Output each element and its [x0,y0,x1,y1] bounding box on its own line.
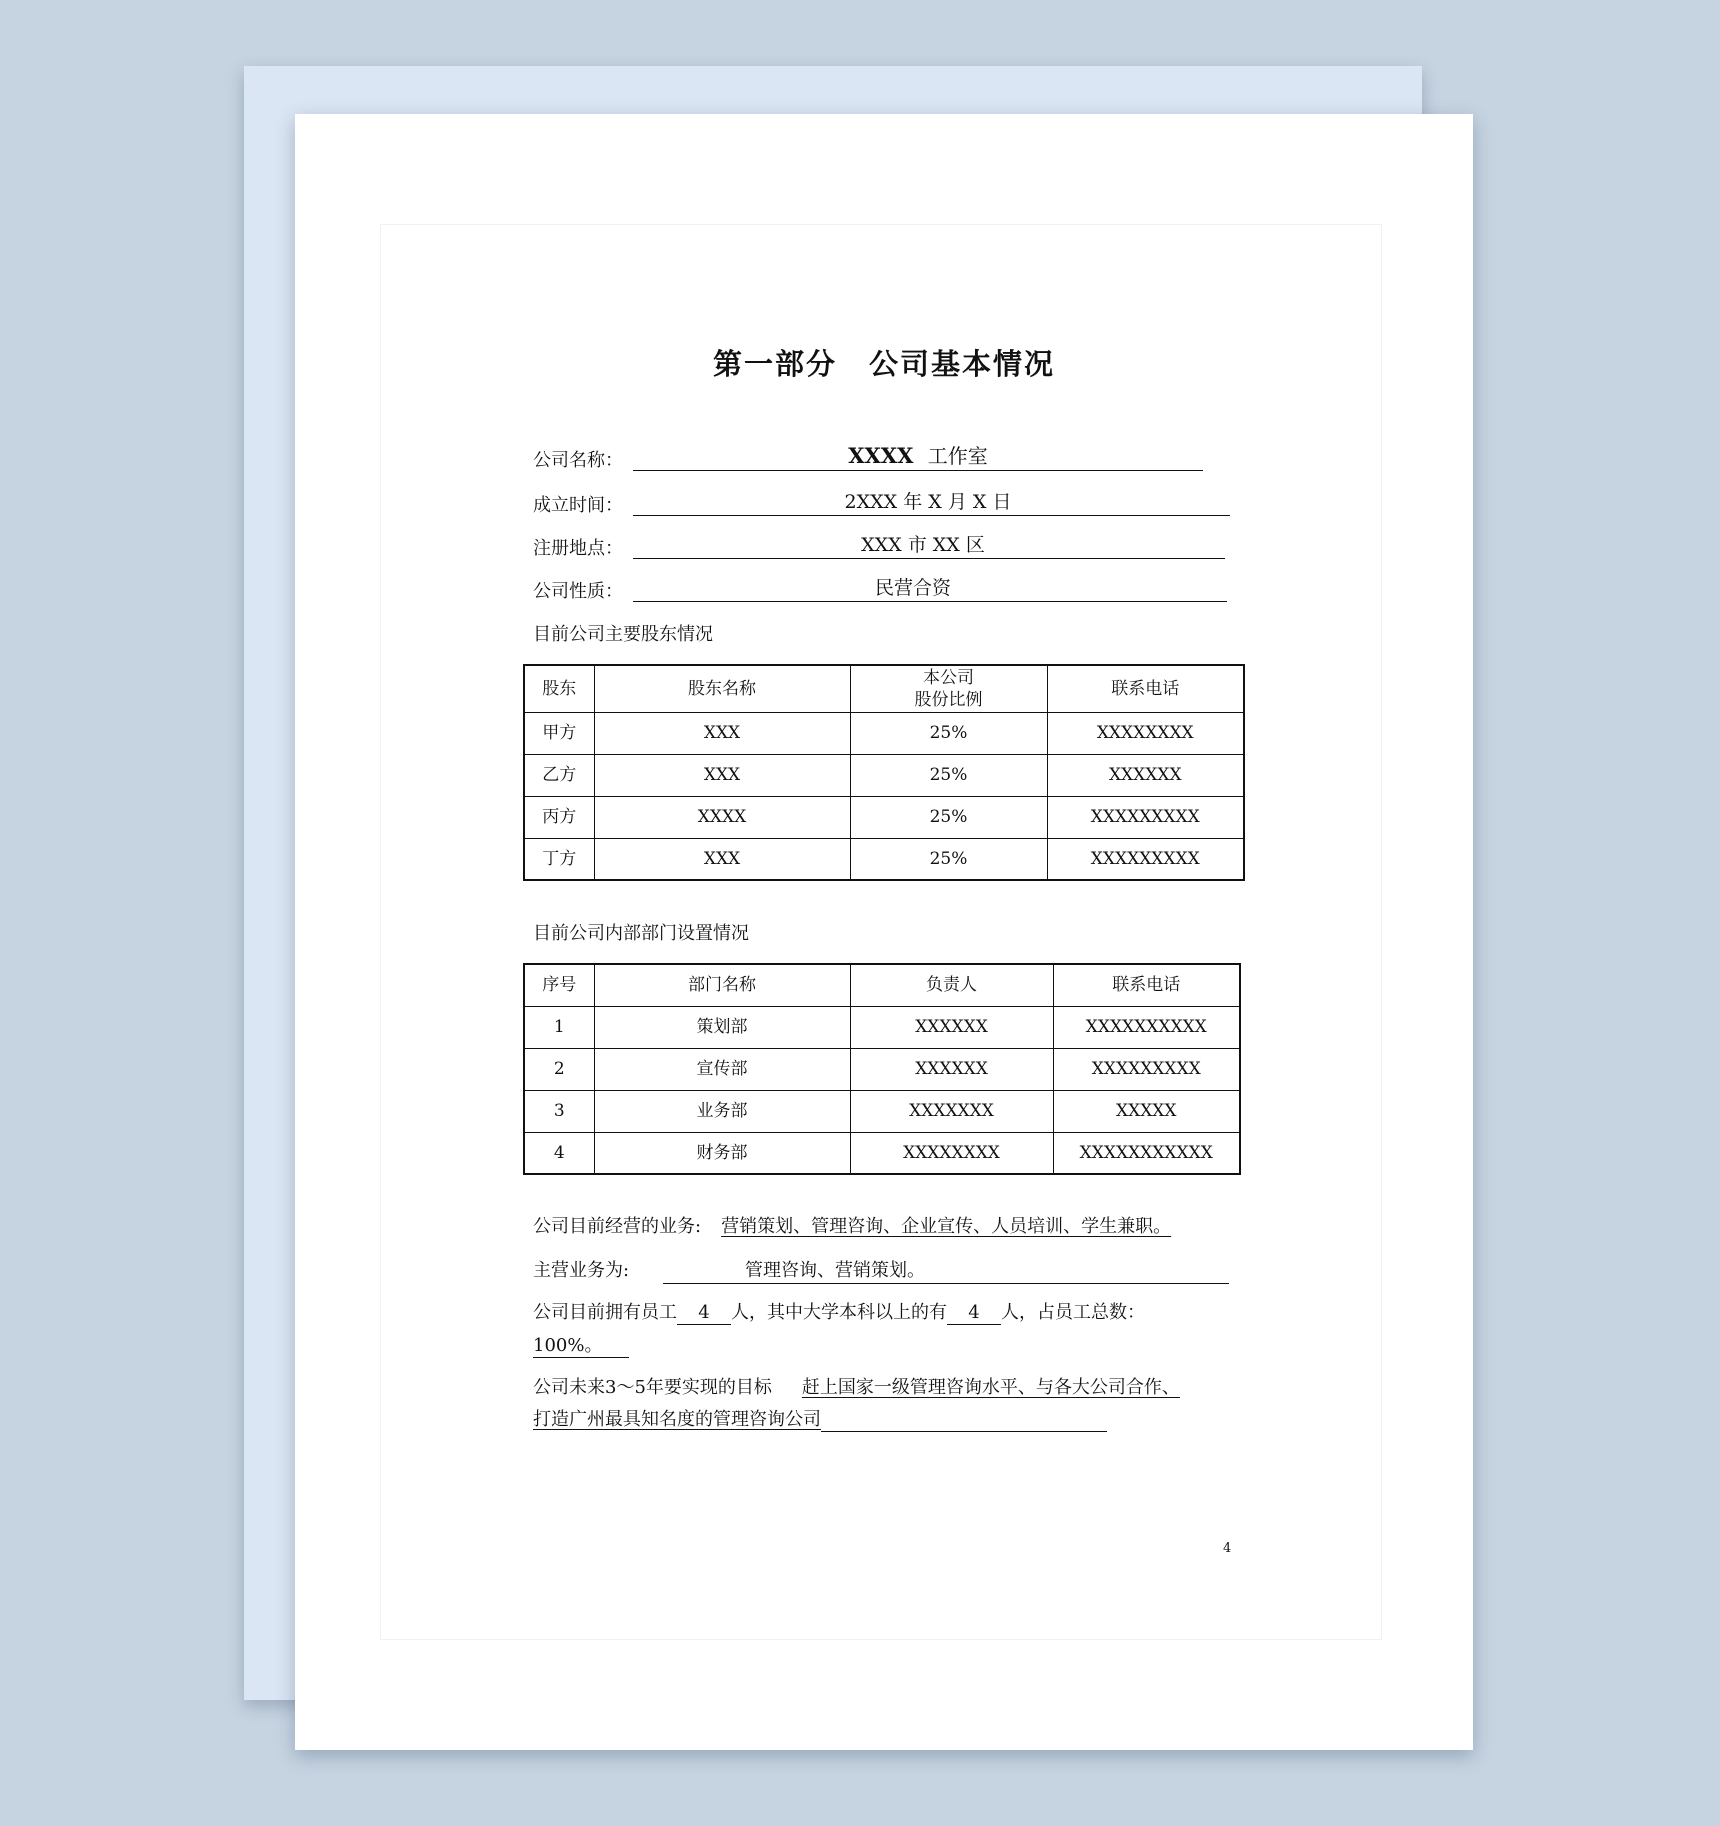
header-cell: 股东名称 [594,665,850,712]
main-business-value: 管理咨询、营销策划。 [745,1260,925,1281]
table-row [524,712,1244,754]
table-cell: XXX [594,754,850,796]
table-row [524,1006,1240,1048]
table-cell: 甲方 [524,712,594,754]
table-cell: 2 [524,1048,594,1090]
table-cell: XXXXX [1053,1090,1240,1132]
title-part: 第一部分 [712,347,837,381]
founded-value: 2XXX 年 X 月 X 日 [844,491,1012,513]
table-cell: 丙方 [524,796,594,838]
goal-value-1: 赶上国家一级管理咨询水平、与各大公司合作、 [801,1377,1180,1398]
page-number: 4 [1223,1541,1232,1556]
table-cell: 25% [850,838,1047,880]
shareholders-heading: 目前公司主要股东情况 [533,624,713,645]
company-name-value [633,444,1203,468]
business-line [533,1215,1171,1239]
header-line: 本公司 [923,667,974,688]
staff-line [533,1301,1145,1325]
table-cell: XXXXXXXXX [1053,1048,1240,1090]
table-cell: 财务部 [594,1132,850,1174]
table-row [524,1048,1240,1090]
title-name: 公司基本情况 [869,347,1056,381]
table-cell: XXXXXXXXXX [1053,1006,1240,1048]
table-cell: 乙方 [524,754,594,796]
staff-degree-count: 4 [947,1302,1001,1325]
main-business-line [533,1259,629,1283]
table-cell: XXXXXX [850,1048,1053,1090]
table-cell: 业务部 [594,1090,850,1132]
company-name-rest: 工作室 [921,444,988,468]
table-cell: XXXXXXXXXXX [1053,1132,1240,1174]
registered-label: 注册地点： [533,538,623,559]
table-cell: XXXXXX [1047,754,1244,796]
table-cell: XXXXXXXX [1047,712,1244,754]
header-cell: 负责人 [850,964,1053,1006]
table-cell: XXXXXXXX [850,1132,1053,1174]
table-cell: 3 [524,1090,594,1132]
header-cell: 股东 [524,665,594,712]
goal-line-2 [533,1408,1107,1432]
staff-suffix: 人，占员工总数： [1001,1302,1145,1323]
table-cell: 25% [850,712,1047,754]
business-value: 营销策划、管理咨询、企业宣传、人员培训、学生兼职。 [721,1216,1172,1237]
table-cell: 25% [850,754,1047,796]
header-cell: 部门名称 [594,964,850,1006]
shareholders-table [523,664,1245,881]
table-cell: XXX [594,712,850,754]
page-title [295,342,1473,383]
table-cell: XXXXXXXXX [1047,796,1244,838]
header-cell: 联系电话 [1053,964,1240,1006]
business-label: 公司目前经营的业务: [533,1216,702,1237]
main-business-label: 主营业务为: [533,1260,630,1281]
header-cell: 序号 [524,964,594,1006]
header-line: 股份比例 [914,689,983,710]
header-cell [850,665,1047,712]
document-page [295,114,1473,1750]
table-row [524,754,1244,796]
staff-ratio-line [533,1334,629,1358]
table-cell: XXXX [594,796,850,838]
table-cell: XXX [594,838,850,880]
departments-heading: 目前公司内部部门设置情况 [533,923,749,944]
registered-value: XXX 市 XX 区 [861,534,985,556]
staff-middle: 人，其中大学本科以上的有 [731,1302,947,1323]
table-cell: 丁方 [524,838,594,880]
table-cell: 25% [850,796,1047,838]
goal-fill-line [821,1409,1107,1432]
company-name-label: 公司名称： [533,450,623,471]
goal-line-1 [533,1376,1180,1400]
table-row [524,1090,1240,1132]
table-row [524,796,1244,838]
goal-value-2: 打造广州最具知名度的管理咨询公司 [533,1409,821,1430]
table-cell: XXXXXXX [850,1090,1053,1132]
company-name-main: XXXX [848,443,914,468]
nature-label: 公司性质： [533,581,623,602]
table-header-row [524,665,1244,712]
staff-ratio: 100%。 [533,1335,629,1358]
table-cell: XXXXXXXXX [1047,838,1244,880]
header-cell: 联系电话 [1047,665,1244,712]
table-header-row [524,964,1240,1006]
departments-table [523,963,1241,1175]
table-row [524,1132,1240,1174]
table-cell: 4 [524,1132,594,1174]
table-cell: 策划部 [594,1006,850,1048]
staff-prefix: 公司目前拥有员工 [533,1302,677,1323]
table-cell: 宣传部 [594,1048,850,1090]
nature-value: 民营合资 [874,577,951,599]
goal-label: 公司未来3～5年要实现的目标 [533,1377,772,1398]
table-cell: 1 [524,1006,594,1048]
founded-label: 成立时间： [533,495,623,516]
table-cell: XXXXXX [850,1006,1053,1048]
staff-count: 4 [677,1302,731,1325]
table-row [524,838,1244,880]
